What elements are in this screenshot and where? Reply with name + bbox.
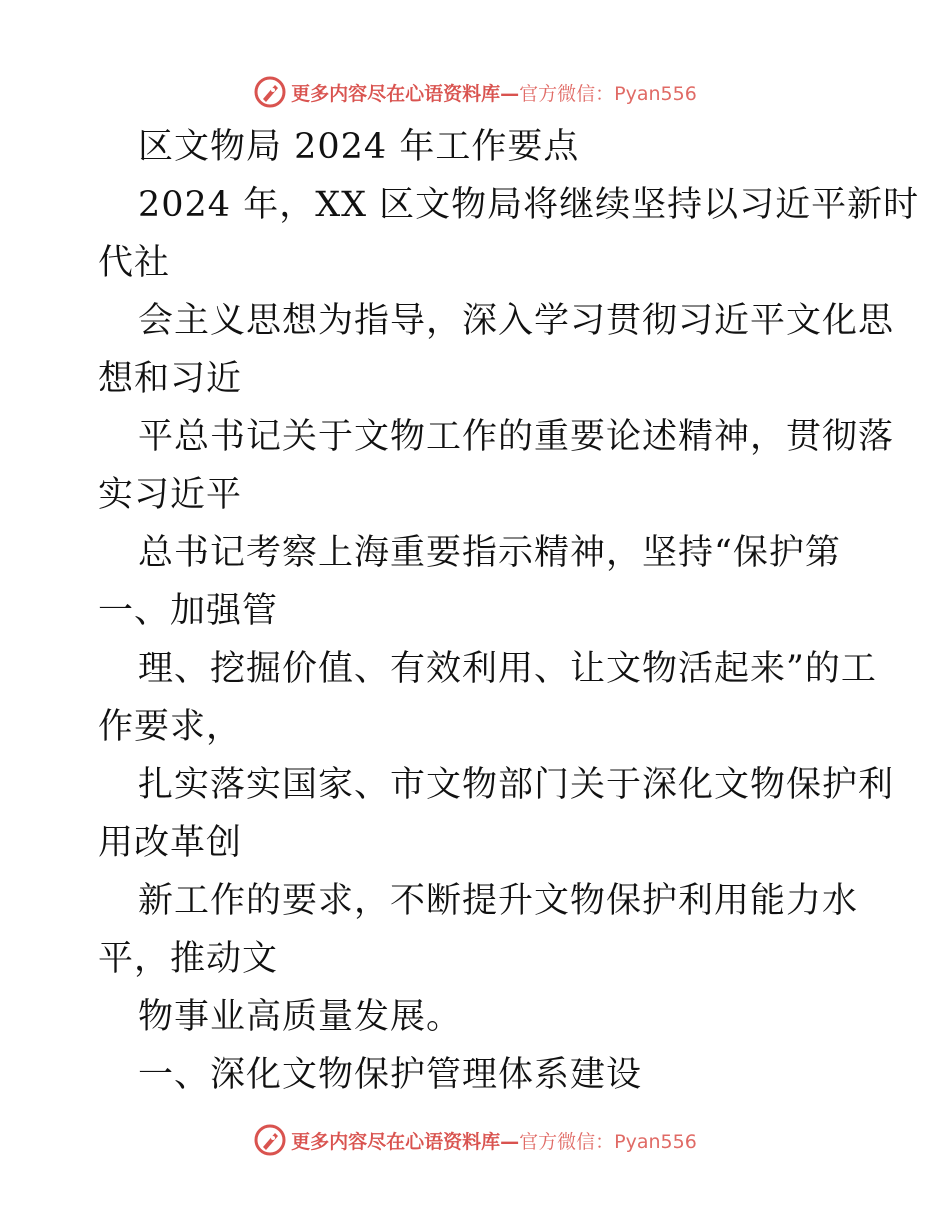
doc-line: 实习近平	[98, 475, 243, 515]
header-banner	[0, 72, 950, 112]
doc-line: 平，推动文	[98, 939, 279, 979]
doc-title: 区文物局 2024 年工作要点	[138, 127, 580, 167]
doc-line: 会主义思想为指导，深入学习贯彻习近平文化思	[138, 301, 895, 341]
doc-line: 一、加强管	[98, 591, 279, 631]
banner-dash: —	[500, 82, 520, 105]
doc-line: 物事业高质量发展。	[138, 997, 463, 1037]
footer-banner	[0, 1120, 950, 1160]
doc-line: 代社	[98, 243, 171, 283]
banner-main-text: 更多内容尽在心语资料库	[291, 1130, 501, 1153]
banner-wechat-text: 官方微信：Pyan556	[519, 1130, 697, 1153]
doc-line: 平总书记关于文物工作的重要论述精神，贯彻落	[138, 417, 895, 457]
banner-wechat-text: 官方微信：Pyan556	[519, 82, 697, 105]
doc-section-heading: 一、深化文物保护管理体系建设	[138, 1055, 643, 1095]
doc-line: 理、挖掘价值、有效利用、让文物活起来”的工	[138, 649, 877, 689]
doc-line: 2024 年，XX 区文物局将继续坚持以习近平新时	[138, 185, 920, 225]
document-body	[98, 118, 920, 1104]
doc-line: 用改革创	[98, 823, 243, 863]
banner-dash: —	[500, 1130, 520, 1153]
doc-line: 扎实落实国家、市文物部门关于深化文物保护利	[138, 765, 895, 805]
banner-text	[291, 79, 697, 106]
pen-nib-logo-icon	[253, 75, 287, 109]
banner-text	[291, 1127, 697, 1154]
doc-line: 作要求，	[98, 707, 243, 747]
doc-line: 新工作的要求，不断提升文物保护利用能力水	[138, 881, 859, 921]
banner-main-text: 更多内容尽在心语资料库	[291, 82, 501, 105]
pen-nib-logo-icon	[253, 1123, 287, 1157]
doc-line: 想和习近	[98, 359, 243, 399]
doc-line: 总书记考察上海重要指示精神，坚持“保护第	[138, 533, 841, 573]
